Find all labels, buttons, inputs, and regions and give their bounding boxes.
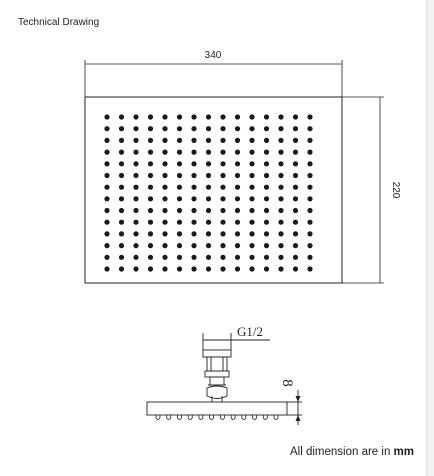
nozzle-dot: [191, 243, 196, 248]
nozzle-dot: [119, 196, 124, 201]
nozzle-dot: [264, 173, 269, 178]
nozzle-dot: [104, 114, 109, 119]
nozzle-dot: [278, 196, 283, 201]
nozzle-dot: [206, 150, 211, 155]
nozzle-dot: [148, 220, 153, 225]
nozzle-dot: [293, 196, 298, 201]
nozzle-dot: [104, 266, 109, 271]
side-nozzle-tip: [178, 415, 182, 420]
vertical-scrollbar[interactable]: [426, 0, 434, 476]
nozzle-dot: [264, 161, 269, 166]
nozzle-dot: [119, 255, 124, 260]
nozzle-dot: [278, 266, 283, 271]
nozzle-dot: [148, 266, 153, 271]
nozzle-dot: [307, 208, 312, 213]
nozzle-dot: [148, 196, 153, 201]
nozzle-dot: [133, 220, 138, 225]
side-nozzle-tip: [242, 415, 246, 420]
side-nozzle-tip: [188, 415, 192, 420]
nozzle-dot: [119, 243, 124, 248]
nozzle-dot: [249, 196, 254, 201]
nozzle-dot: [264, 126, 269, 131]
nozzle-dot: [133, 266, 138, 271]
nozzle-dot: [191, 255, 196, 260]
nozzle-dot: [235, 220, 240, 225]
nozzle-dot: [249, 185, 254, 190]
nozzle-dot: [264, 138, 269, 143]
nozzle-dot: [148, 138, 153, 143]
nozzle-dot: [148, 126, 153, 131]
nozzle-dot: [249, 126, 254, 131]
side-nozzle-tip: [167, 415, 171, 420]
nozzle-dot: [119, 185, 124, 190]
nozzle-dot: [191, 185, 196, 190]
nozzle-dot: [177, 161, 182, 166]
nozzle-dot: [220, 220, 225, 225]
nozzle-dot: [307, 243, 312, 248]
nozzle-dot: [119, 231, 124, 236]
nozzle-dot: [191, 138, 196, 143]
nozzle-dot: [104, 243, 109, 248]
nozzle-dot: [104, 161, 109, 166]
nozzle-dot: [293, 114, 298, 119]
nozzle-dot: [177, 231, 182, 236]
nozzle-dot: [148, 185, 153, 190]
nozzle-dot: [177, 126, 182, 131]
nozzle-dot: [177, 266, 182, 271]
nozzle-dot: [104, 208, 109, 213]
side-nozzle-tip: [253, 415, 257, 420]
nozzle-dot: [264, 208, 269, 213]
height-dimension-label: 220: [390, 181, 401, 199]
nozzle-dot: [104, 231, 109, 236]
nozzle-dot: [249, 243, 254, 248]
nozzle-dot: [307, 231, 312, 236]
nozzle-dot: [249, 220, 254, 225]
nozzle-dot: [264, 243, 269, 248]
nozzle-dot: [162, 114, 167, 119]
side-nozzles: [156, 415, 278, 420]
nozzle-dot: [148, 255, 153, 260]
nozzle-dot: [293, 266, 298, 271]
nozzle-dot: [206, 126, 211, 131]
units-value: mm: [393, 446, 414, 458]
nozzle-dot: [278, 220, 283, 225]
nozzle-dot: [177, 138, 182, 143]
side-nozzle-tip: [231, 415, 235, 420]
nozzle-dot: [220, 243, 225, 248]
nozzle-dot: [307, 185, 312, 190]
nozzle-dot: [235, 161, 240, 166]
nozzle-dot: [162, 255, 167, 260]
nozzle-dot: [162, 208, 167, 213]
nozzle-dot: [104, 185, 109, 190]
side-view: [147, 333, 302, 425]
width-dimension-label: 340: [204, 50, 222, 61]
nozzle-dot: [307, 126, 312, 131]
nozzle-dot: [162, 138, 167, 143]
nozzle-dot: [278, 208, 283, 213]
nozzle-dot: [104, 196, 109, 201]
nozzle-dot: [177, 185, 182, 190]
nozzle-dot: [148, 161, 153, 166]
nozzle-dot: [293, 231, 298, 236]
nozzle-dot: [119, 266, 124, 271]
nozzle-dot: [235, 150, 240, 155]
nozzle-dot: [249, 231, 254, 236]
nozzle-dot: [249, 266, 254, 271]
nozzle-dot: [220, 231, 225, 236]
nozzle-dot: [162, 266, 167, 271]
nozzle-dot: [177, 173, 182, 178]
nozzle-dot: [104, 150, 109, 155]
nozzle-dot: [249, 173, 254, 178]
nozzle-dot: [278, 173, 283, 178]
width-dimension: [85, 60, 342, 97]
nozzle-dot: [249, 138, 254, 143]
nozzle-dot: [220, 255, 225, 260]
nozzle-dot: [104, 220, 109, 225]
nozzle-dot: [307, 255, 312, 260]
nozzle-dot: [206, 114, 211, 119]
nozzle-dot: [148, 243, 153, 248]
nozzle-dot: [278, 161, 283, 166]
nozzle-dot: [307, 266, 312, 271]
nozzle-dot: [133, 208, 138, 213]
nozzle-dot: [104, 173, 109, 178]
nozzle-dot: [162, 126, 167, 131]
nozzle-dot: [191, 126, 196, 131]
nozzle-dot: [119, 138, 124, 143]
nozzle-dot: [307, 114, 312, 119]
nozzle-dot: [264, 266, 269, 271]
nozzle-dot: [264, 114, 269, 119]
nozzle-dot: [235, 243, 240, 248]
nozzle-dot: [293, 173, 298, 178]
nozzle-dot: [133, 114, 138, 119]
nozzle-dot: [133, 126, 138, 131]
height-dimension: [342, 97, 384, 283]
nozzle-dot: [235, 138, 240, 143]
nozzle-dot: [133, 161, 138, 166]
shower-head-outline: [85, 97, 342, 283]
nozzle-dot: [119, 173, 124, 178]
nozzle-dot: [119, 126, 124, 131]
nozzle-dot: [191, 161, 196, 166]
nozzle-dot: [278, 243, 283, 248]
nozzle-dot: [133, 196, 138, 201]
nozzle-dot: [307, 173, 312, 178]
nozzle-dot: [191, 114, 196, 119]
nozzle-dot: [278, 126, 283, 131]
nozzle-dot: [104, 138, 109, 143]
nozzle-dot: [206, 185, 211, 190]
nozzle-dot: [133, 138, 138, 143]
side-nozzle-tip: [263, 415, 267, 420]
side-nozzle-tip: [210, 415, 214, 420]
nozzle-dot: [293, 208, 298, 213]
nozzle-grid: [104, 114, 312, 271]
nozzle-dot: [191, 220, 196, 225]
nozzle-dot: [220, 138, 225, 143]
nozzle-dot: [278, 150, 283, 155]
nozzle-dot: [148, 173, 153, 178]
nozzle-dot: [293, 161, 298, 166]
thickness-label: 8: [279, 379, 295, 387]
nozzle-dot: [119, 220, 124, 225]
nozzle-dot: [119, 114, 124, 119]
nozzle-dot: [162, 220, 167, 225]
nozzle-dot: [264, 231, 269, 236]
nozzle-dot: [220, 208, 225, 213]
nozzle-dot: [133, 173, 138, 178]
nozzle-dot: [148, 114, 153, 119]
nozzle-dot: [235, 208, 240, 213]
nozzle-dot: [249, 114, 254, 119]
nozzle-dot: [235, 266, 240, 271]
nozzle-dot: [293, 220, 298, 225]
nozzle-dot: [278, 231, 283, 236]
nozzle-dot: [220, 150, 225, 155]
nozzle-dot: [191, 266, 196, 271]
nozzle-dot: [206, 255, 211, 260]
nozzle-dot: [206, 243, 211, 248]
nozzle-dot: [220, 196, 225, 201]
nozzle-dot: [162, 161, 167, 166]
nozzle-dot: [293, 138, 298, 143]
nozzle-dot: [220, 161, 225, 166]
nozzle-dot: [235, 255, 240, 260]
nozzle-dot: [293, 255, 298, 260]
nozzle-dot: [206, 220, 211, 225]
nozzle-dot: [235, 231, 240, 236]
nozzle-dot: [235, 126, 240, 131]
nozzle-dot: [148, 150, 153, 155]
nozzle-dot: [220, 126, 225, 131]
nozzle-dot: [278, 185, 283, 190]
nozzle-dot: [264, 255, 269, 260]
nozzle-dot: [307, 150, 312, 155]
nozzle-dot: [119, 208, 124, 213]
nozzle-dot: [293, 185, 298, 190]
nozzle-dot: [177, 220, 182, 225]
nozzle-dot: [206, 161, 211, 166]
nozzle-dot: [278, 114, 283, 119]
nozzle-dot: [162, 173, 167, 178]
nozzle-dot: [220, 114, 225, 119]
nozzle-dot: [162, 196, 167, 201]
nozzle-dot: [133, 185, 138, 190]
nozzle-dot: [249, 150, 254, 155]
nozzle-dot: [119, 161, 124, 166]
nozzle-dot: [249, 208, 254, 213]
nozzle-dot: [119, 150, 124, 155]
nozzle-dot: [307, 220, 312, 225]
page-title: Technical Drawing: [18, 17, 100, 28]
side-nozzle-tip: [199, 415, 203, 420]
nozzle-dot: [307, 161, 312, 166]
nozzle-dot: [177, 255, 182, 260]
nozzle-dot: [133, 231, 138, 236]
nozzle-dot: [191, 231, 196, 236]
nozzle-dot: [104, 126, 109, 131]
nozzle-dot: [307, 138, 312, 143]
nozzle-dot: [293, 150, 298, 155]
nozzle-dot: [293, 126, 298, 131]
side-nozzle-tip: [156, 415, 160, 420]
nozzle-dot: [177, 150, 182, 155]
nozzle-dot: [148, 231, 153, 236]
nozzle-dot: [235, 114, 240, 119]
nozzle-dot: [264, 185, 269, 190]
nozzle-dot: [249, 161, 254, 166]
nozzle-dot: [264, 196, 269, 201]
nozzle-dot: [249, 255, 254, 260]
nozzle-dot: [177, 243, 182, 248]
nozzle-dot: [220, 185, 225, 190]
side-nozzle-tip: [220, 415, 224, 420]
nozzle-dot: [148, 208, 153, 213]
nozzle-dot: [206, 208, 211, 213]
nozzle-dot: [133, 243, 138, 248]
nozzle-dot: [162, 185, 167, 190]
nozzle-dot: [278, 138, 283, 143]
nozzle-dot: [104, 255, 109, 260]
units-note: [290, 446, 414, 458]
nozzle-dot: [278, 255, 283, 260]
nozzle-dot: [220, 266, 225, 271]
nozzle-dot: [293, 243, 298, 248]
nozzle-dot: [206, 173, 211, 178]
nozzle-dot: [162, 243, 167, 248]
thread-size-label: G1/2: [237, 324, 263, 339]
nozzle-dot: [307, 196, 312, 201]
nozzle-dot: [177, 196, 182, 201]
nozzle-dot: [177, 208, 182, 213]
nozzle-dot: [235, 196, 240, 201]
nozzle-dot: [133, 150, 138, 155]
nozzle-dot: [264, 220, 269, 225]
nozzle-dot: [235, 173, 240, 178]
nozzle-dot: [191, 173, 196, 178]
nozzle-dot: [133, 255, 138, 260]
nozzle-dot: [206, 138, 211, 143]
nozzle-dot: [235, 185, 240, 190]
nozzle-dot: [191, 196, 196, 201]
nozzle-dot: [206, 196, 211, 201]
nozzle-dot: [177, 114, 182, 119]
nozzle-dot: [191, 208, 196, 213]
nozzle-dot: [162, 231, 167, 236]
side-nozzle-tip: [274, 415, 278, 420]
nozzle-dot: [206, 266, 211, 271]
units-note-text: All dimension are in: [289, 446, 394, 458]
nozzle-dot: [191, 150, 196, 155]
nozzle-dot: [162, 150, 167, 155]
nozzle-dot: [264, 150, 269, 155]
nozzle-dot: [220, 173, 225, 178]
nozzle-dot: [206, 231, 211, 236]
